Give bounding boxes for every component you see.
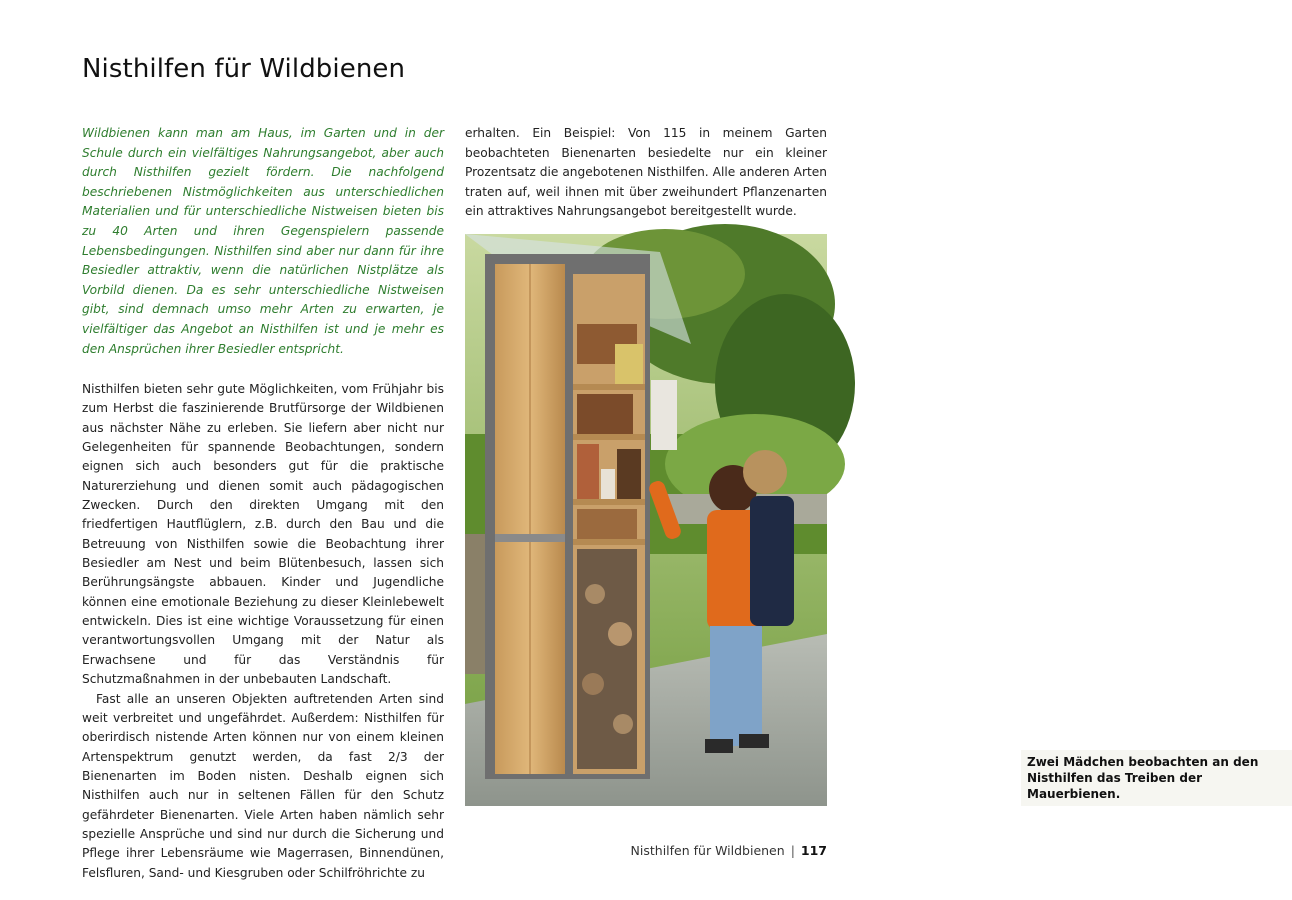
body-paragraph-3: erhalten. Ein Beispiel: Von 115 in meinem Garten beobachteten Bienenarten besiedelte nur ein kleiner Prozentsatz die angebotenen Nisthilfen. Alle anderen Arten traten auf, weil ihnen mit über zweihundert Pflanzenarten ein attraktives Nahrungsangebot bereitgestellt wurde. (465, 126, 827, 219)
page-number: 117 (800, 843, 827, 858)
body-paragraph-1: Nisthilfen bieten sehr gute Möglichkeiten, vom Frühjahr bis zum Herbst die faszinierende Brutfürsorge der Wildbienen aus nächster Nähe zu erleben. Sie liefern aber nicht nur Gelegenheiten für spannende Beobachtungen, sondern eignen sich auch besonders gut für die praktische Naturerziehung und dienen somit auch pädagogischen Zwecken. Durch den direkten Umgang mit den friedfertigen Hautflüglern, z.B. durch den Bau und die Betreuung von Nisthilfen sowie die Beobachtung ihrer Besiedler am Nest und beim Blütenbesuch, lassen sich Berührungsängste abbauen. Kinder und Jugendliche können eine emotionale Beziehung zu dieser Kleinlebewelt entwickeln. Dies ist eine wichtige Voraussetzung für einen verantwortungsvollen Umgang mit der Natur als Erwachsene und für das Verständnis für Schutzmaßnahmen in der unbebauten Landschaft. (82, 382, 444, 687)
body-column-left (82, 380, 444, 883)
footer-separator: | (790, 843, 795, 858)
photo-illustration (465, 234, 827, 806)
photo-caption: Zwei Mädchen beobachten an den Nisthilfen das Treiben der Mauerbienen. (1021, 750, 1292, 806)
page-title: Nisthilfen für Wildbienen (82, 54, 406, 84)
running-title: Nisthilfen für Wildbienen (630, 843, 785, 858)
nesting-aid-photo (465, 234, 1259, 806)
page-footer (631, 843, 827, 858)
intro-paragraph: Wildbienen kann man am Haus, im Garten und in der Schule durch ein vielfältiges Nahrungsangebot, aber auch durch Nisthilfen gezielt fördern. Die nachfolgend beschriebenen Nistmöglichkeiten aus unterschiedlichen Materialien und für unterschiedliche Nistweisen bieten bis zu 40 Arten und ihren Gegenspielern passende Lebensbedingungen. Nisthilfen sind aber nur dann für ihre Besiedler attraktiv, wenn die natürlichen Nistplätze als Vorbild dienen. Da es sehr unterschiedliche Nistweisen gibt, sind demnach umso mehr Arten zu erwarten, je vielfältiger das Angebot an Nisthilfen ist und je mehr es den Ansprüchen ihrer Besiedler entspricht. (82, 126, 444, 356)
body-paragraph-2: Fast alle an unseren Objekten auftretenden Arten sind weit verbreitet und ungefährdet. Außerdem: Nisthilfen für oberirdisch nistende Arten können nur von einem kleinen Artenspektrum genutzt werden, da fast 2/3 der Bienenarten im Boden nisten. Deshalb eignen sich Nisthilfen auch nur in seltenen Fällen für den Schutz gefährdeter Bienenarten. Viele Arten haben nämlich sehr spezielle Ansprüche und sind nur durch die Sicherung und Pflege ihrer Lebensräume wie Magerrasen, Binnendünen, Felsfluren, Sand- und Kiesgruben oder Schilfröhrichte zu (82, 691, 444, 880)
